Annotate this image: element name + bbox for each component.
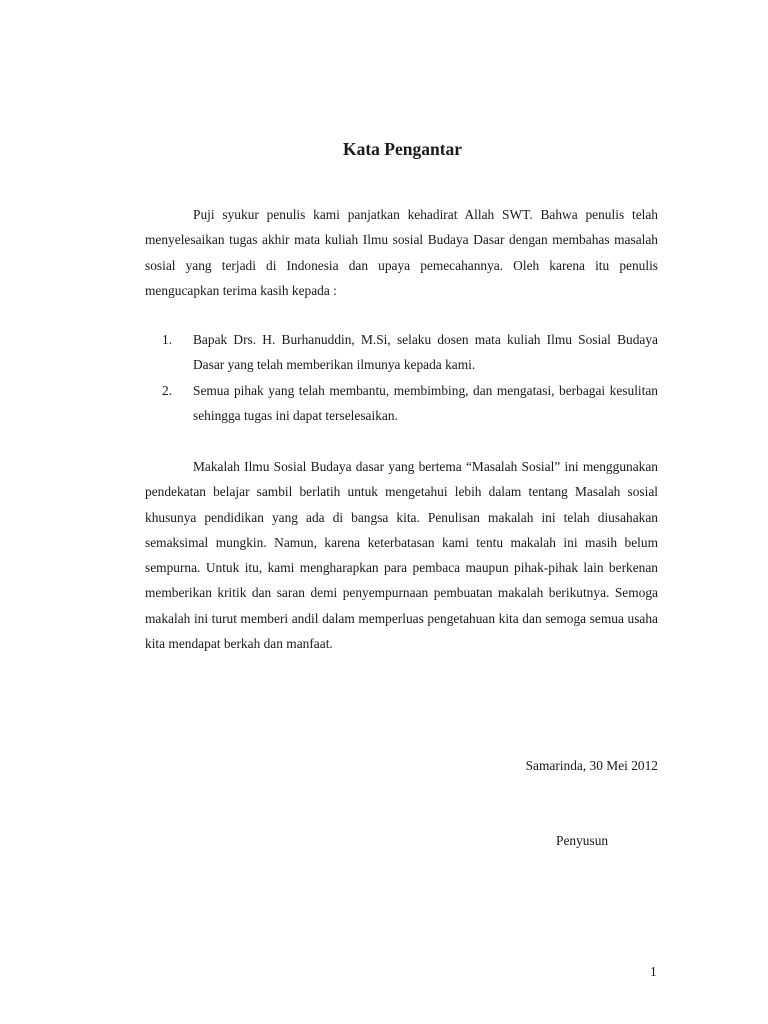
intro-paragraph: Puji syukur penulis kami panjatkan kehadirat Allah SWT. Bahwa penulis telah menyelesaikan tugas akhir mata kuliah Ilmu sosial Budaya Dasar dengan membahas masalah sosial yang terjadi di Indonesia dan upaya pemecahannya. Oleh karena itu penulis mengucapkan terima kasih kepada :: [145, 207, 658, 298]
list-item: [145, 378, 658, 429]
list-item-text: Semua pihak yang telah membantu, membimbing, dan mengatasi, berbagai kesulitan sehingga tugas ini dapat terselesaikan.: [193, 382, 658, 423]
body-paragraph: Makalah Ilmu Sosial Budaya dasar yang bertema “Masalah Sosial” ini menggunakan pendekatan belajar sambil berlatih untuk mengetahui lebih dalam tentang Masalah sosial khusunya pendidikan yang ada di bangsa kita. Penulisan makalah ini telah diusahakan semaksimal mungkin. Namun, karena keterbatasan kami tentu makalah ini masih belum sempurna. Untuk itu, kami mengharapkan para pembaca maupun pihak-pihak lain berkenan memberikan kritik dan saran demi penyempurnaan pembuatan makalah berikutnya. Semoga makalah ini turut memberi andil dalam memperluas pengetahuan kita dan semoga semua usaha kita mendapat berkah dan manfaat.: [145, 459, 658, 652]
place-date: Samarinda, 30 Mei 2012: [525, 758, 658, 773]
page-number: 1: [650, 964, 657, 979]
list-item-number: 1.: [162, 332, 173, 347]
acknowledgement-list: [145, 327, 658, 428]
list-item: [145, 327, 658, 378]
list-item-text: Bapak Drs. H. Burhanuddin, M.Si, selaku dosen mata kuliah Ilmu Sosial Budaya Dasar yang telah memberikan ilmunya kepada kami.: [193, 332, 658, 373]
list-item-number: 2.: [162, 382, 173, 398]
page-title: Kata Pengantar: [342, 139, 463, 159]
signature-label: Penyusun: [556, 833, 609, 848]
